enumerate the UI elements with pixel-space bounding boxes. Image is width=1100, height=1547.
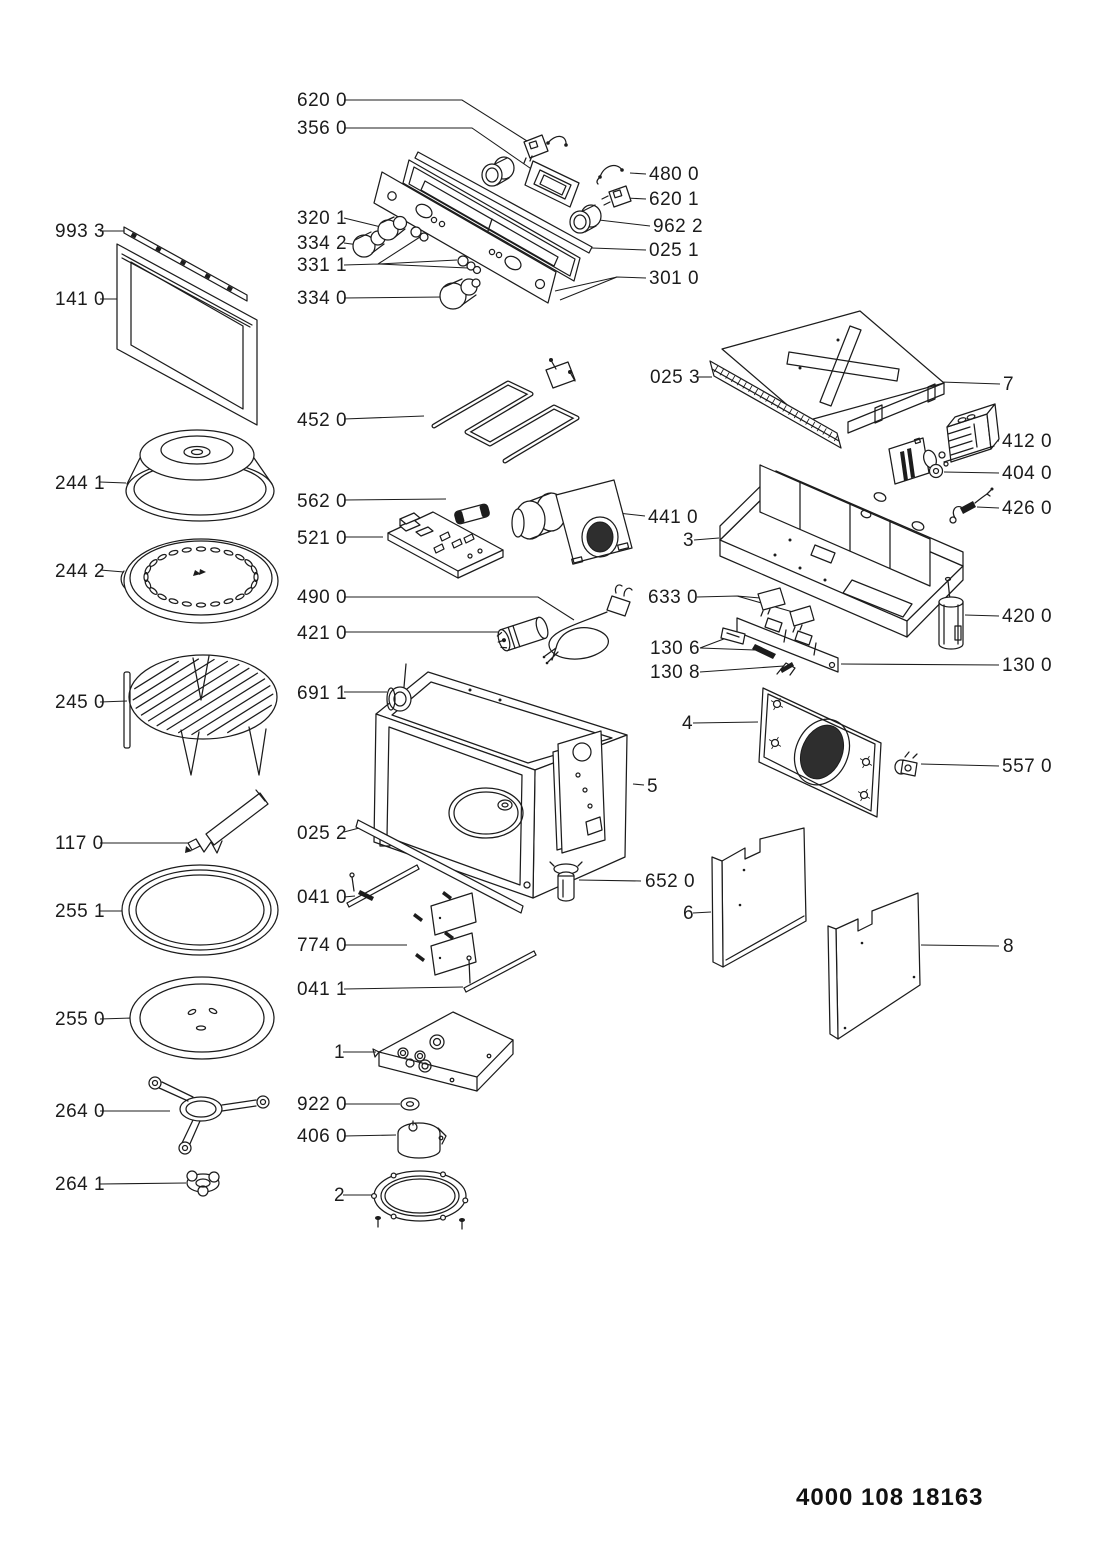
leader-480-0 <box>630 173 646 174</box>
part-label-255-0: 255 0 <box>55 1009 106 1030</box>
part-power-cord-4900 <box>543 585 632 664</box>
part-label-691-1: 691 1 <box>297 683 348 704</box>
part-label-130-0: 130 0 <box>1002 655 1053 676</box>
part-mounting-plates-7740 <box>413 891 476 975</box>
part-lever-1308 <box>777 662 795 675</box>
part-label-331-1: 331 1 <box>297 255 348 276</box>
part-label-041-1: 041 1 <box>297 979 348 1000</box>
part-label-301-0: 301 0 <box>649 268 700 289</box>
part-label-5: 5 <box>647 776 659 797</box>
leader-6 <box>693 912 711 913</box>
part-turntable-plate-2550 <box>130 977 274 1059</box>
document-part-code: 4000 108 18163 <box>796 1484 984 1511</box>
part-label-141-0: 141 0 <box>55 289 106 310</box>
part-label-041-0: 041 0 <box>297 887 348 908</box>
part-label-255-1: 255 1 <box>55 901 106 922</box>
part-dome-cover-2441 <box>126 430 274 521</box>
part-label-426-0: 426 0 <box>1002 498 1053 519</box>
part-grill-element-4520 <box>434 358 577 461</box>
part-label-420-0: 420 0 <box>1002 606 1053 627</box>
part-label-244-1: 244 1 <box>55 473 106 494</box>
part-label-8: 8 <box>1003 936 1015 957</box>
part-label-620-0: 620 0 <box>297 90 348 111</box>
leader-334-0 <box>344 297 443 298</box>
part-label-6: 6 <box>683 903 695 924</box>
part-label-264-0: 264 0 <box>55 1101 106 1122</box>
part-turntable-motor-4060 <box>398 1121 446 1158</box>
part-label-562-0: 562 0 <box>297 491 348 512</box>
part-label-652-0: 652 0 <box>645 871 696 892</box>
part-handle-1170 <box>185 790 268 853</box>
part-washer-9220 <box>401 1098 419 1110</box>
part-label-620-1: 620 1 <box>649 189 700 210</box>
part-capacitor-motor-4210 <box>495 616 550 653</box>
part-label-130-6: 130 6 <box>650 638 701 659</box>
part-label-264-1: 264 1 <box>55 1174 106 1195</box>
part-label-334-0: 334 0 <box>297 288 348 309</box>
part-label-521-0: 521 0 <box>297 528 348 549</box>
leader-562-0 <box>344 499 446 500</box>
leader-404-0 <box>944 472 999 473</box>
part-lamp-holder-left-9622 <box>482 157 514 186</box>
part-label-633-0: 633 0 <box>648 587 699 608</box>
leader-7 <box>941 382 1000 384</box>
part-switch-6201 <box>602 186 631 207</box>
part-label-406-0: 406 0 <box>297 1126 348 1147</box>
part-wire-4800 <box>597 166 624 184</box>
part-label-244-2: 244 2 <box>55 561 106 582</box>
part-label-334-2: 334 2 <box>297 233 348 254</box>
part-side-panel-6 <box>712 828 806 967</box>
part-label-993-3: 993 3 <box>55 221 106 242</box>
part-wire-rack-2450 <box>124 655 277 775</box>
part-roller-support-2640 <box>149 1077 269 1154</box>
part-door-switch-6200 <box>524 135 568 163</box>
part-label-245-0: 245 0 <box>55 692 106 713</box>
part-ring-2 <box>372 1171 468 1229</box>
part-chassis-3 <box>720 465 963 637</box>
part-pcb-5210 <box>388 512 503 578</box>
part-label-452-0: 452 0 <box>297 410 348 431</box>
part-label-404-0: 404 0 <box>1002 463 1053 484</box>
part-top-panel-7 <box>722 311 944 433</box>
part-side-panel-8 <box>828 893 920 1039</box>
part-diode-4260 <box>950 488 994 524</box>
part-label-4: 4 <box>682 713 694 734</box>
leader-406-0 <box>344 1135 396 1136</box>
part-label-922-0: 922 0 <box>297 1094 348 1115</box>
leader-962-2 <box>599 220 650 226</box>
part-crisp-plate-2442 <box>121 539 278 623</box>
part-label-412-0: 412 0 <box>1002 431 1053 452</box>
leader-130-0 <box>841 664 999 665</box>
leader-025-1 <box>592 248 646 250</box>
part-cavity-5 <box>374 672 627 898</box>
part-label-2: 2 <box>334 1185 346 1206</box>
part-coupler-2641 <box>187 1171 219 1196</box>
part-knob-3340 <box>440 279 480 309</box>
leader-652-0 <box>579 880 641 881</box>
part-label-130-8: 130 8 <box>650 662 701 683</box>
part-transformer-4120 <box>944 404 999 462</box>
part-roller-pin-6911 <box>387 664 411 711</box>
leader-8 <box>921 945 999 946</box>
part-lamp-socket-5570 <box>895 752 917 776</box>
part-label-421-0: 421 0 <box>297 623 348 644</box>
part-door-1410 <box>117 244 257 425</box>
part-label-490-0: 490 0 <box>297 587 348 608</box>
part-turntable-ring-2551 <box>122 865 278 955</box>
part-label-962-2: 962 2 <box>653 216 704 237</box>
part-label-025-2: 025 2 <box>297 823 348 844</box>
part-fuse-5620 <box>454 503 490 524</box>
part-label-557-0: 557 0 <box>1002 756 1053 777</box>
leader-264-1 <box>100 1183 186 1184</box>
part-knob-3201 <box>378 217 407 241</box>
leader-426-0 <box>977 507 999 508</box>
leader-5 <box>633 784 644 785</box>
part-label-7: 7 <box>1003 374 1015 395</box>
part-base-bracket-1 <box>373 1012 513 1091</box>
part-label-356-0: 356 0 <box>297 118 348 139</box>
part-blower-motor-4410 <box>512 480 632 564</box>
part-label-025-3: 025 3 <box>650 367 701 388</box>
leader-490-0 <box>344 597 574 620</box>
part-display-module-3560 <box>525 161 579 207</box>
leader-130-8 <box>700 666 784 672</box>
part-label-441-0: 441 0 <box>648 507 699 528</box>
part-label-1: 1 <box>334 1042 346 1063</box>
part-lamp-holder-right-9622 <box>570 205 601 233</box>
leader-557-0 <box>921 764 999 766</box>
leader-4 <box>693 722 758 723</box>
part-label-774-0: 774 0 <box>297 935 348 956</box>
part-back-panel-4 <box>759 688 881 817</box>
part-label-320-1: 320 1 <box>297 208 348 229</box>
leader-452-0 <box>344 416 424 419</box>
part-label-480-0: 480 0 <box>649 164 700 185</box>
leader-301-0 <box>555 277 646 300</box>
leader-620-0 <box>344 100 527 141</box>
part-label-3: 3 <box>683 530 695 551</box>
part-label-025-1: 025 1 <box>649 240 700 261</box>
part-capacitor-4200 <box>939 578 963 650</box>
part-rail-0410 <box>347 865 419 907</box>
part-label-117-0: 117 0 <box>55 833 104 854</box>
leader-320-1 <box>344 218 381 227</box>
leader-041-1 <box>344 987 463 989</box>
leader-420-0 <box>965 615 999 616</box>
part-magnetron-4040 <box>889 438 948 484</box>
leader-3 <box>694 538 719 540</box>
